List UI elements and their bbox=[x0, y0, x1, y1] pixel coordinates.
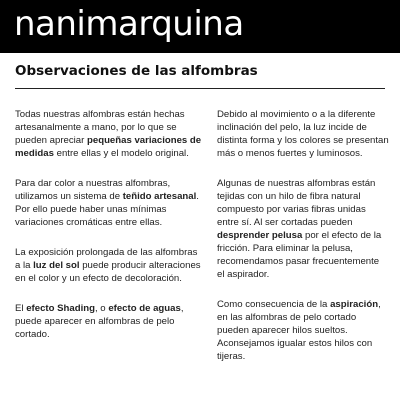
paragraph-dyeing bbox=[15, 177, 205, 229]
paragraph-shading bbox=[15, 302, 205, 341]
paragraph-highlight: pequeñas variaciones de medidas bbox=[15, 135, 202, 159]
paragraph-sunlight bbox=[15, 246, 205, 285]
paragraph-text: por el efecto de la fricción. Para eliminar la pelusa, recomendamos pasar frecuentemente el aspirador. bbox=[217, 230, 382, 280]
left-column bbox=[15, 108, 205, 358]
paragraph-highlight: efecto Shading bbox=[26, 303, 95, 314]
right-column bbox=[217, 108, 389, 380]
paragraph-text: Algunas de nuestras alfombras están tejidas con un hilo de fibra natural compuesto por varias fibras unidas entre sí. Al ser cortadas pueden bbox=[217, 178, 376, 228]
brand-header bbox=[0, 0, 400, 53]
paragraph-pile-direction bbox=[217, 108, 389, 160]
page-title: Observaciones de las alfombras bbox=[15, 63, 258, 79]
paragraph-text: . Por ello puede haber unas mínimas variaciones cromáticas entre ellas. bbox=[15, 191, 199, 228]
paragraph-shedding bbox=[217, 177, 389, 281]
paragraph-text: Como consecuencia de la bbox=[217, 299, 331, 310]
paragraph-highlight: aspiración bbox=[330, 299, 379, 310]
paragraph-text: , en las alfombras de pelo cortado pueden aparecer hilos sueltos. Aconsejamos igualar estos hilos con tijeras. bbox=[217, 299, 381, 362]
paragraph-highlight: luz del sol bbox=[33, 260, 80, 271]
paragraph-highlight: desprender pelusa bbox=[217, 230, 303, 241]
paragraph-text: Todas nuestras alfombras están hechas artesanalmente a mano, por lo que se pueden apreciar bbox=[15, 109, 185, 146]
paragraph-text: , puede aparecer en alfombras de pelo cortado. bbox=[15, 303, 184, 340]
paragraph-text: puede producir alteraciones en el color y un efecto de decoloración. bbox=[15, 260, 201, 284]
paragraph-text: Para dar color a nuestras alfombras, utilizamos un sistema de bbox=[15, 178, 171, 202]
paragraph-measurements bbox=[15, 108, 205, 160]
paragraph-text: Debido al movimiento o a la diferente inclinación del pelo, la luz incide de distinta forma y los colores se presentan más o menos fuertes y luminosos. bbox=[217, 109, 389, 159]
paragraph-highlight: efecto de aguas bbox=[108, 303, 181, 314]
paragraph-text: El bbox=[15, 303, 27, 314]
paragraph-text: entre ellas y el modelo original. bbox=[53, 148, 189, 159]
brand-logo: nanimarquina bbox=[14, 4, 244, 44]
paragraph-text: La exposición prolongada de las alfombras a la bbox=[15, 247, 198, 271]
title-divider bbox=[15, 88, 385, 89]
paragraph-vacuuming bbox=[217, 298, 389, 363]
paragraph-text: , o bbox=[94, 303, 109, 314]
paragraph-highlight: teñido artesanal bbox=[122, 191, 197, 202]
